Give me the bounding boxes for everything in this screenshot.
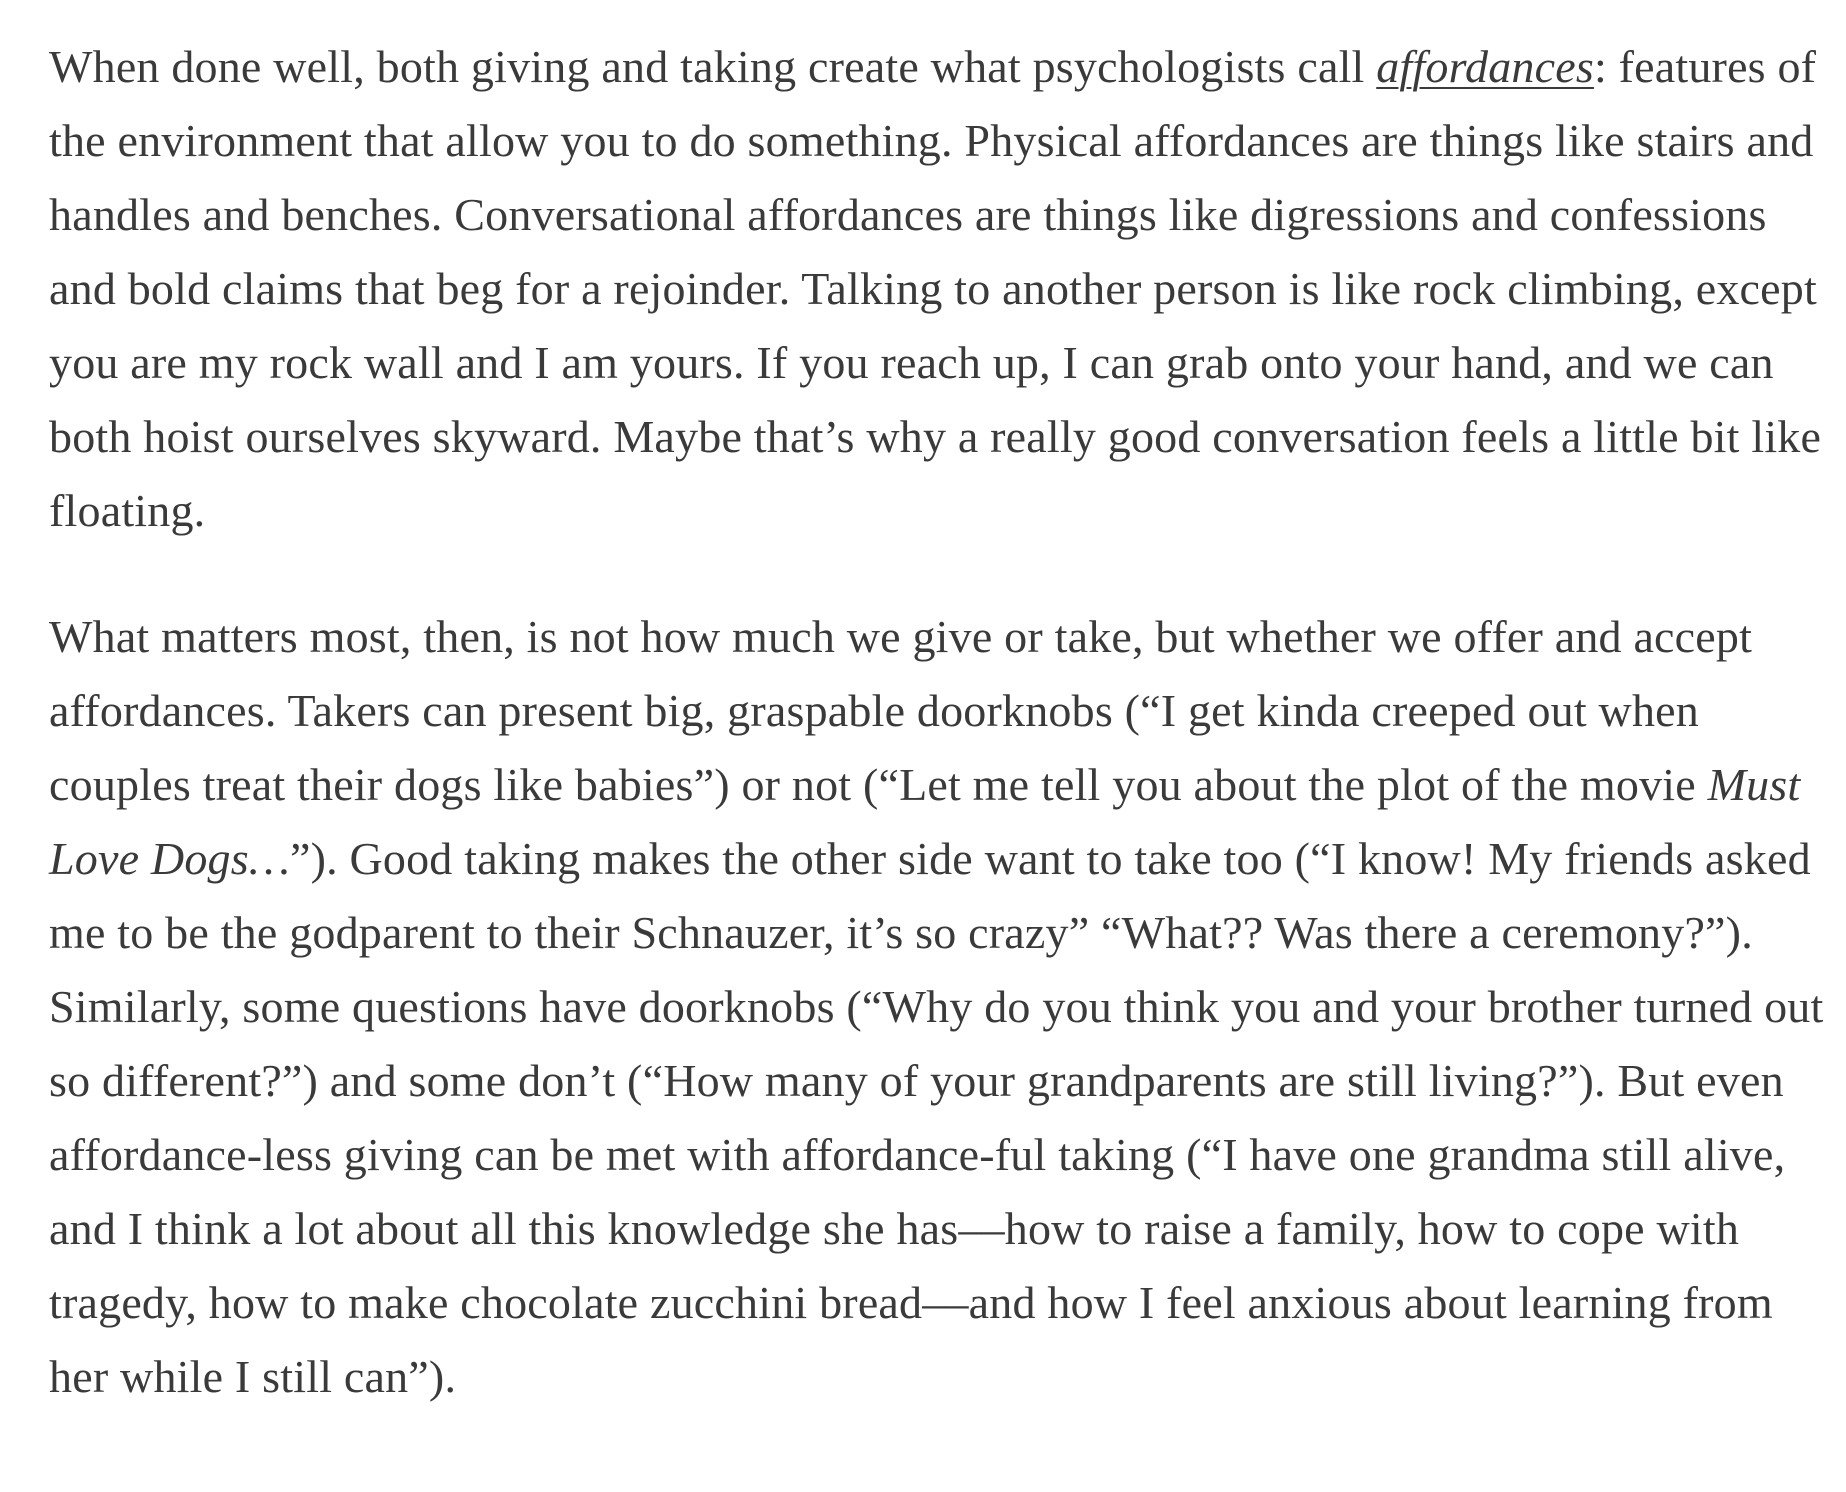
movie-title: Must Love Dogs… (49, 759, 1801, 884)
affordances-link[interactable]: affordances (1376, 41, 1594, 92)
paragraph-text: : features of the environment that allow you to do something. Physical affordances are things like stairs and handles and benches. Conversational affordances are things like digressions and confessions and bold claims that beg for a rejoinder. Talking to another person is like rock climbing, except you are my rock wall and I am yours. If you reach up, I can grab onto your hand, and we can both hoist ourselves skyward. Maybe that’s why a really good conversation feels a little bit like floating. (49, 41, 1822, 536)
paragraph-text: ”). Good taking makes the other side want to take too (“I know! My friends asked me to be the godparent to their Schnauzer, it’s so crazy” “What?? Was there a ceremony?”). Similarly, some questions have doorknobs (“Why do you think you and your brother turned out so different?”) and some don’t (“How many of your grandparents are still living?”). But even affordance-less giving can be met with affordance-ful taking (“I have one grandma still alive, and I think a lot about all this knowledge she has––how to raise a family, how to cope with tragedy, how to make chocolate zucchini bread––and how I feel anxious about learning from her while I still can”). (49, 833, 1824, 1402)
article-body (49, 30, 1829, 1414)
paragraph-affordances (49, 30, 1829, 548)
paragraph-text: What matters most, then, is not how much we give or take, but whether we offer and accept affordances. Takers can present big, graspable doorknobs (“I get kinda creeped out when couples treat their dogs like babies”) or not (“Let me tell you about the plot of the movie (49, 611, 1753, 810)
paragraph-doorknobs (49, 600, 1829, 1414)
paragraph-text: When done well, both giving and taking create what psychologists call (49, 41, 1377, 92)
